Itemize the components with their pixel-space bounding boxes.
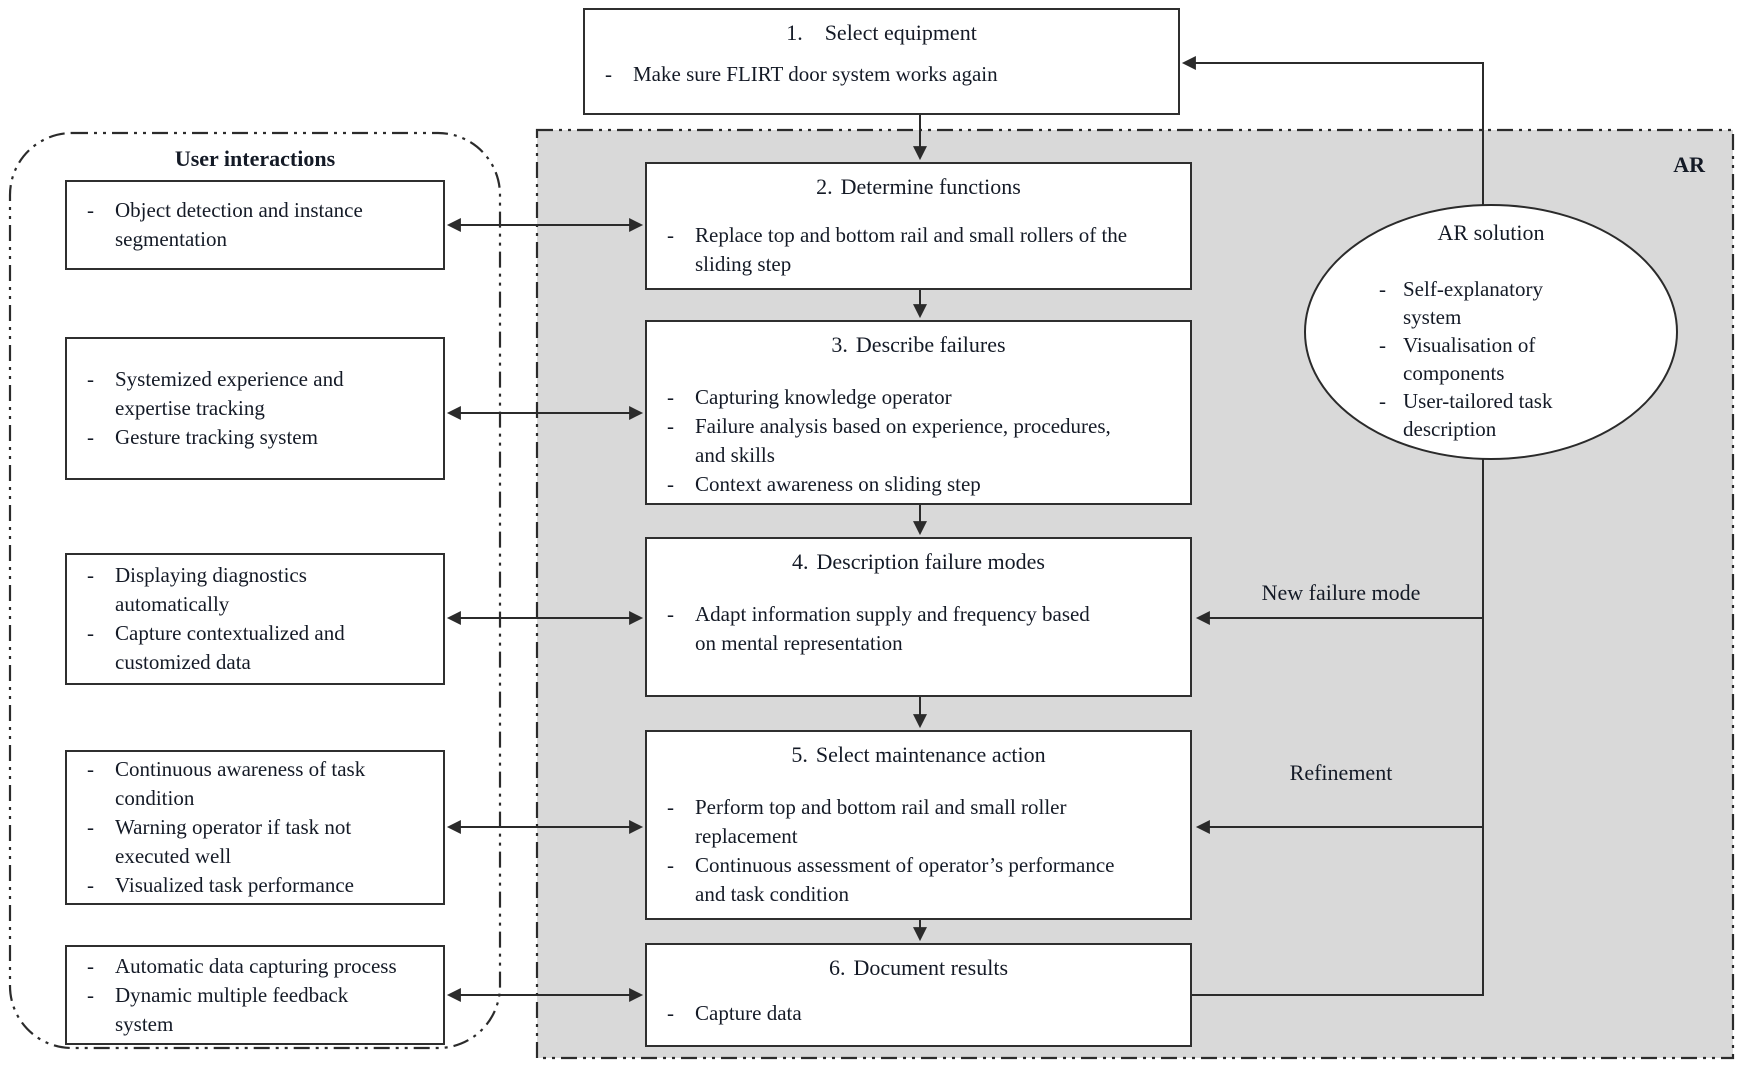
bullet-dash	[1373, 387, 1403, 415]
bullet-dash	[661, 383, 695, 412]
bullet-item: - Object detection and instance segmentation	[81, 196, 433, 254]
bullet-item: - Automatic data capturing process	[81, 952, 433, 981]
bullet-dash	[661, 999, 695, 1028]
bullet-dash	[81, 813, 115, 842]
bullet-dash	[81, 952, 115, 981]
ar-solution	[1335, 207, 1647, 457]
bullet-item: - Make sure FLIRT door system works again	[599, 60, 1168, 89]
new-failure-mode-label: New failure mode	[1261, 580, 1421, 605]
bullet-item: - Displaying diagnostics automatically	[81, 561, 433, 619]
step-title: 6. Document results	[828, 955, 1009, 980]
ar-region-label: AR	[1673, 152, 1705, 177]
step-title: 3. Describe failures	[831, 332, 1006, 357]
bullet-dash	[661, 600, 695, 629]
bullet-item: - Self-explanatory system	[1373, 275, 1637, 331]
bullet-dash	[81, 196, 115, 225]
bullet-item: - Systemized experience and expertise tracking	[81, 365, 433, 423]
bullet-dash	[81, 619, 115, 648]
bullet-dash	[661, 851, 695, 880]
ui-box-1	[65, 180, 445, 270]
bullet-dash	[81, 423, 115, 452]
ui-box-4	[65, 750, 445, 905]
bullet-dash	[661, 793, 695, 822]
step-box-5	[645, 730, 1192, 920]
bullet-dash	[1373, 275, 1403, 303]
bullet-item: - Continuous assessment of operator’s performance and task condition	[661, 851, 1180, 909]
step-title: 2. Determine functions	[816, 174, 1021, 199]
bullet-item: - Perform top and bottom rail and small roller replacement	[661, 793, 1180, 851]
bullet-item: - Capture data	[661, 999, 1180, 1028]
bullet-item: - Warning operator if task not executed well	[81, 813, 433, 871]
ui-box-3	[65, 553, 445, 685]
bullet-item: - Context awareness on sliding step	[661, 470, 1180, 499]
refinement-label: Refinement	[1289, 760, 1393, 785]
bullet-dash	[661, 412, 695, 441]
ui-box-2	[65, 337, 445, 480]
bullet-dash	[599, 60, 633, 89]
step-box-6	[645, 943, 1192, 1047]
bullet-dash	[81, 871, 115, 900]
bullet-item: - Capture contextualized and customized data	[81, 619, 433, 677]
bullet-item: - Visualized task performance	[81, 871, 433, 900]
bullet-dash	[661, 221, 695, 250]
bullet-dash	[81, 365, 115, 394]
step-box-3	[645, 320, 1192, 505]
bullet-item: - Dynamic multiple feedback system	[81, 981, 433, 1039]
bullet-item: - Continuous awareness of task condition	[81, 755, 433, 813]
bullet-dash	[81, 561, 115, 590]
bullet-dash	[81, 981, 115, 1010]
bullet-item: - Capturing knowledge operator	[661, 383, 1180, 412]
step-title: 1. Select equipment	[786, 20, 977, 45]
step-box-1	[583, 8, 1180, 115]
ui-box-5	[65, 945, 445, 1045]
bullet-dash	[1373, 331, 1403, 359]
bullet-dash	[661, 470, 695, 499]
bullet-item: - Visualisation of components	[1373, 331, 1637, 387]
bullet-item: - Adapt information supply and frequency based on mental representation	[661, 600, 1180, 658]
bullet-item: - Failure analysis based on experience, procedures, and skills	[661, 412, 1180, 470]
step-box-4	[645, 537, 1192, 697]
bullet-dash	[81, 755, 115, 784]
bullet-item: - User-tailored task description	[1373, 387, 1637, 443]
step-box-2	[645, 162, 1192, 290]
step-title: 5. Select maintenance action	[791, 742, 1046, 767]
user-interactions-title: User interactions	[174, 146, 336, 171]
ar-solution-title: AR solution	[1437, 220, 1545, 245]
bullet-item: - Replace top and bottom rail and small rollers of the sliding step	[661, 221, 1180, 279]
step-title: 4. Description failure modes	[792, 549, 1045, 574]
bullet-item: - Gesture tracking system	[81, 423, 433, 452]
